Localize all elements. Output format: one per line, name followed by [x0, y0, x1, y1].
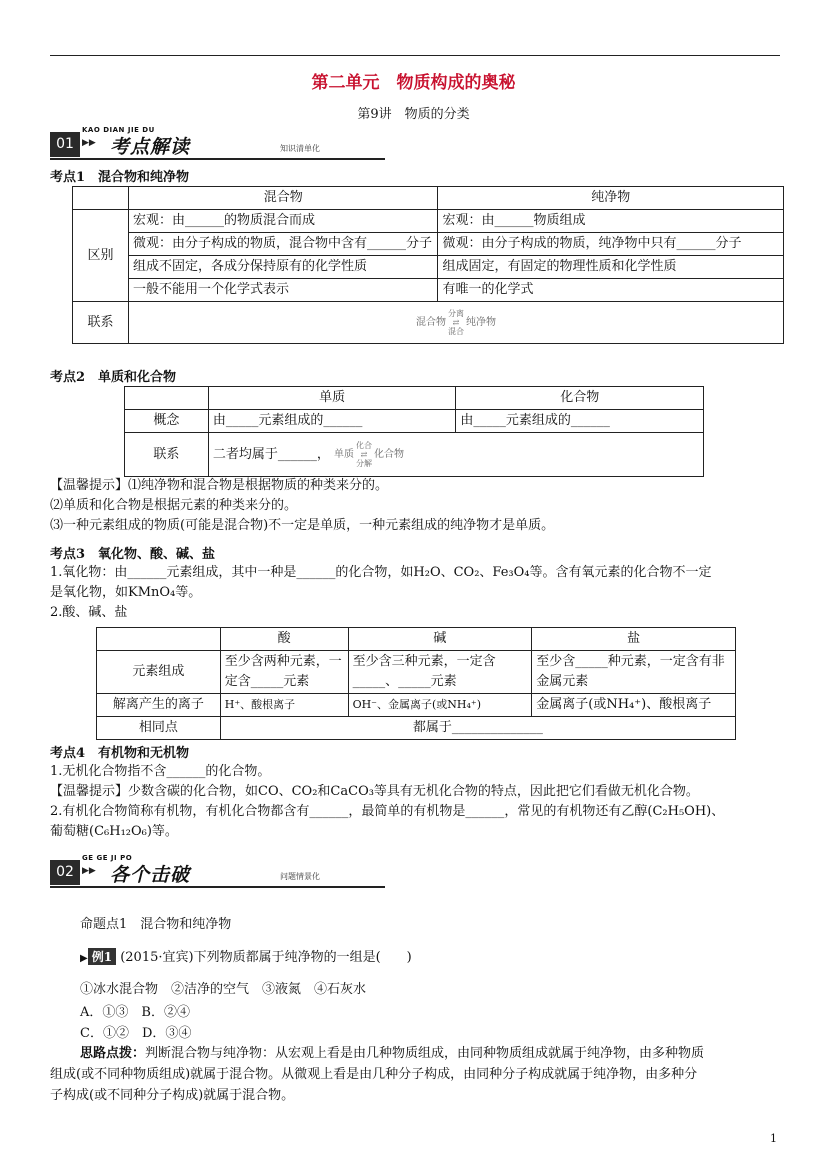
text-line: 1.无机化合物指不含______的化合物。 — [50, 764, 271, 779]
row-label: 相同点 — [97, 717, 221, 740]
cell: OH⁻、金属离子(或NH₄⁺) — [348, 694, 532, 717]
example-label: 例1 — [88, 948, 116, 965]
diagram-bottom: 混合 — [447, 327, 464, 336]
page-number: 1 — [770, 1132, 777, 1145]
tips — [50, 476, 780, 536]
banner-rule — [50, 158, 385, 160]
cell: 由_____元素组成的______ — [208, 410, 456, 433]
tip-line: ⑵单质和化合物是根据元素的种类来分的。 — [50, 498, 298, 513]
header-pure: 纯净物 — [438, 187, 784, 210]
point-heading: 命题点1 混合物和纯净物 — [80, 917, 232, 932]
section-number: 01 — [50, 132, 80, 157]
arrow-icon: ⇄ — [360, 450, 368, 459]
hint-line: 子构成(或不同种分子构成)就属于混合物。 — [50, 1088, 295, 1103]
section-number: 02 — [50, 860, 80, 885]
double-arrow-icon: ▶▶ — [82, 866, 96, 876]
header-base: 碱 — [348, 628, 532, 651]
page-title: 第二单元 物质构成的奥秘 — [311, 73, 516, 93]
table-corner — [97, 628, 221, 651]
diagram-bottom: 分解 — [356, 459, 373, 468]
tip-line: ⑶一种元素组成的物质(可能是混合物)不一定是单质，一种元素组成的纯净物才是单质。 — [50, 518, 555, 533]
section-banner-2 — [50, 856, 385, 886]
diagram-top: 分离 — [447, 309, 464, 318]
arrow-icon: ⇄ — [452, 318, 460, 327]
mixture-pure-table — [72, 186, 784, 344]
cell: 一般不能用一个化学式表示 — [128, 279, 438, 302]
cell: 有唯一的化学式 — [438, 279, 784, 302]
top-rule — [50, 55, 780, 56]
link-text: 二者均属于______， — [212, 447, 330, 462]
question-text: (2015·宜宾)下列物质都属于纯净物的一组是( ) — [120, 950, 412, 965]
header-mixture: 混合物 — [128, 187, 438, 210]
banner-rule — [50, 886, 385, 888]
cell: 至少含两种元素，一定含_____元素 — [220, 651, 348, 694]
text-line: 【温馨提示】少数含碳的化合物，如CO、CO₂和CaCO₃等具有无机化合物的特点，因此把它们看做无机化合物。 — [50, 784, 699, 799]
row-label-diff: 区别 — [73, 210, 129, 302]
kaodian-3-heading: 考点3 氧化物、酸、碱、盐 — [50, 547, 216, 562]
diagram-top: 化合 — [356, 441, 373, 450]
header-acid: 酸 — [220, 628, 348, 651]
header-element: 单质 — [208, 387, 456, 410]
hint-line: 思路点拨：判断混合物与纯净物：从宏观上看是由几种物质组成，由同种物质组成就属于纯净物，由多种物质 — [80, 1046, 705, 1061]
choices-ab: A．①③ B．②④ — [80, 1005, 190, 1020]
cell: 至少含三种元素，一定含_____、_____元素 — [348, 651, 532, 694]
double-arrow-icon: ▶▶ — [82, 138, 96, 148]
tip-line: 【温馨提示】⑴纯净物和混合物是根据物质的种类来分的。 — [50, 478, 389, 493]
row-label-link: 联系 — [73, 302, 129, 344]
cell: 组成不固定，各成分保持原有的化学性质 — [128, 256, 438, 279]
text-line: 是氧化物，如KMnO₄等。 — [50, 585, 202, 600]
hint-label: 思路点拨： — [80, 1046, 146, 1061]
hint-line: 组成(或不同种物质组成)就属于混合物。从微观上看是由几种分子构成，由同种分子构成就属于纯净物，由多种分 — [50, 1067, 698, 1082]
cell: 都属于______________ — [220, 717, 735, 740]
section-tag: 知识清单化 — [280, 144, 320, 153]
diagram-right: 化合物 — [374, 448, 405, 460]
cell: H⁺、酸根离子 — [220, 694, 348, 717]
cell: 宏观：由______物质组成 — [438, 210, 784, 233]
row-label-concept: 概念 — [125, 410, 209, 433]
text-line: 2.有机化合物简称有机物，有机化合物都含有______，最简单的有机物是______，常见的有机物还有乙醇(C₂H₅OH)、 — [50, 804, 725, 819]
section-banner-1 — [50, 128, 385, 158]
kaodian-1-heading: 考点1 混合物和纯净物 — [50, 170, 190, 185]
text-line: 2.酸、碱、盐 — [50, 605, 128, 620]
section-heading: 各个击破 — [110, 864, 191, 886]
conversion-diagram — [128, 302, 783, 344]
cell: 至少含_____种元素，一定含有非金属元素 — [532, 651, 736, 694]
kaodian-2-heading: 考点2 单质和化合物 — [50, 370, 177, 385]
k4-text — [50, 762, 780, 842]
cell: 微观：由分子构成的物质，混合物中含有______分子 — [128, 233, 438, 256]
cell: 组成固定，有固定的物理性质和化学性质 — [438, 256, 784, 279]
section-heading: 考点解读 — [110, 136, 191, 158]
diagram-left: 单质 — [334, 448, 355, 460]
section-tag: 问题情景化 — [280, 872, 320, 881]
cell: 由_____元素组成的______ — [456, 410, 704, 433]
row-label-link: 联系 — [125, 433, 209, 477]
element-compound-table — [124, 386, 704, 477]
kaodian-4-heading: 考点4 有机物和无机物 — [50, 746, 190, 761]
header-compound: 化合物 — [456, 387, 704, 410]
section-pinyin: KAO DIAN JIE DU — [82, 126, 155, 134]
lecture-title: 第9讲 物质的分类 — [357, 107, 470, 122]
cell: 微观：由分子构成的物质，纯净物中只有______分子 — [438, 233, 784, 256]
table-corner — [73, 187, 129, 210]
cell: 金属离子(或NH₄⁺)、酸根离子 — [532, 694, 736, 717]
section-pinyin: GE GE JI PO — [82, 854, 133, 862]
link-cell — [208, 433, 703, 477]
diagram-right: 纯净物 — [465, 316, 496, 328]
row-label: 元素组成 — [97, 651, 221, 694]
k3-text — [50, 563, 780, 623]
play-icon: ▶ — [80, 953, 88, 964]
text-line: 葡萄糖(C₆H₁₂O₆)等。 — [50, 824, 178, 839]
header-salt: 盐 — [532, 628, 736, 651]
diagram-left: 混合物 — [415, 316, 446, 328]
row-label: 解离产生的离子 — [97, 694, 221, 717]
acid-base-salt-table — [96, 627, 736, 740]
example-question — [80, 946, 412, 965]
hint — [50, 1043, 780, 1106]
cell: 宏观：由______的物质混合而成 — [128, 210, 438, 233]
example-options: ①冰水混合物 ②洁净的空气 ③液氮 ④石灰水 — [80, 982, 367, 997]
choices-cd: C．①② D．③④ — [80, 1026, 192, 1041]
text-line: 1.氧化物：由______元素组成，其中一种是______的化合物，如H₂O、CO₂、Fe₃O₄等。含有氧元素的化合物不一定 — [50, 565, 712, 580]
table-corner — [125, 387, 209, 410]
